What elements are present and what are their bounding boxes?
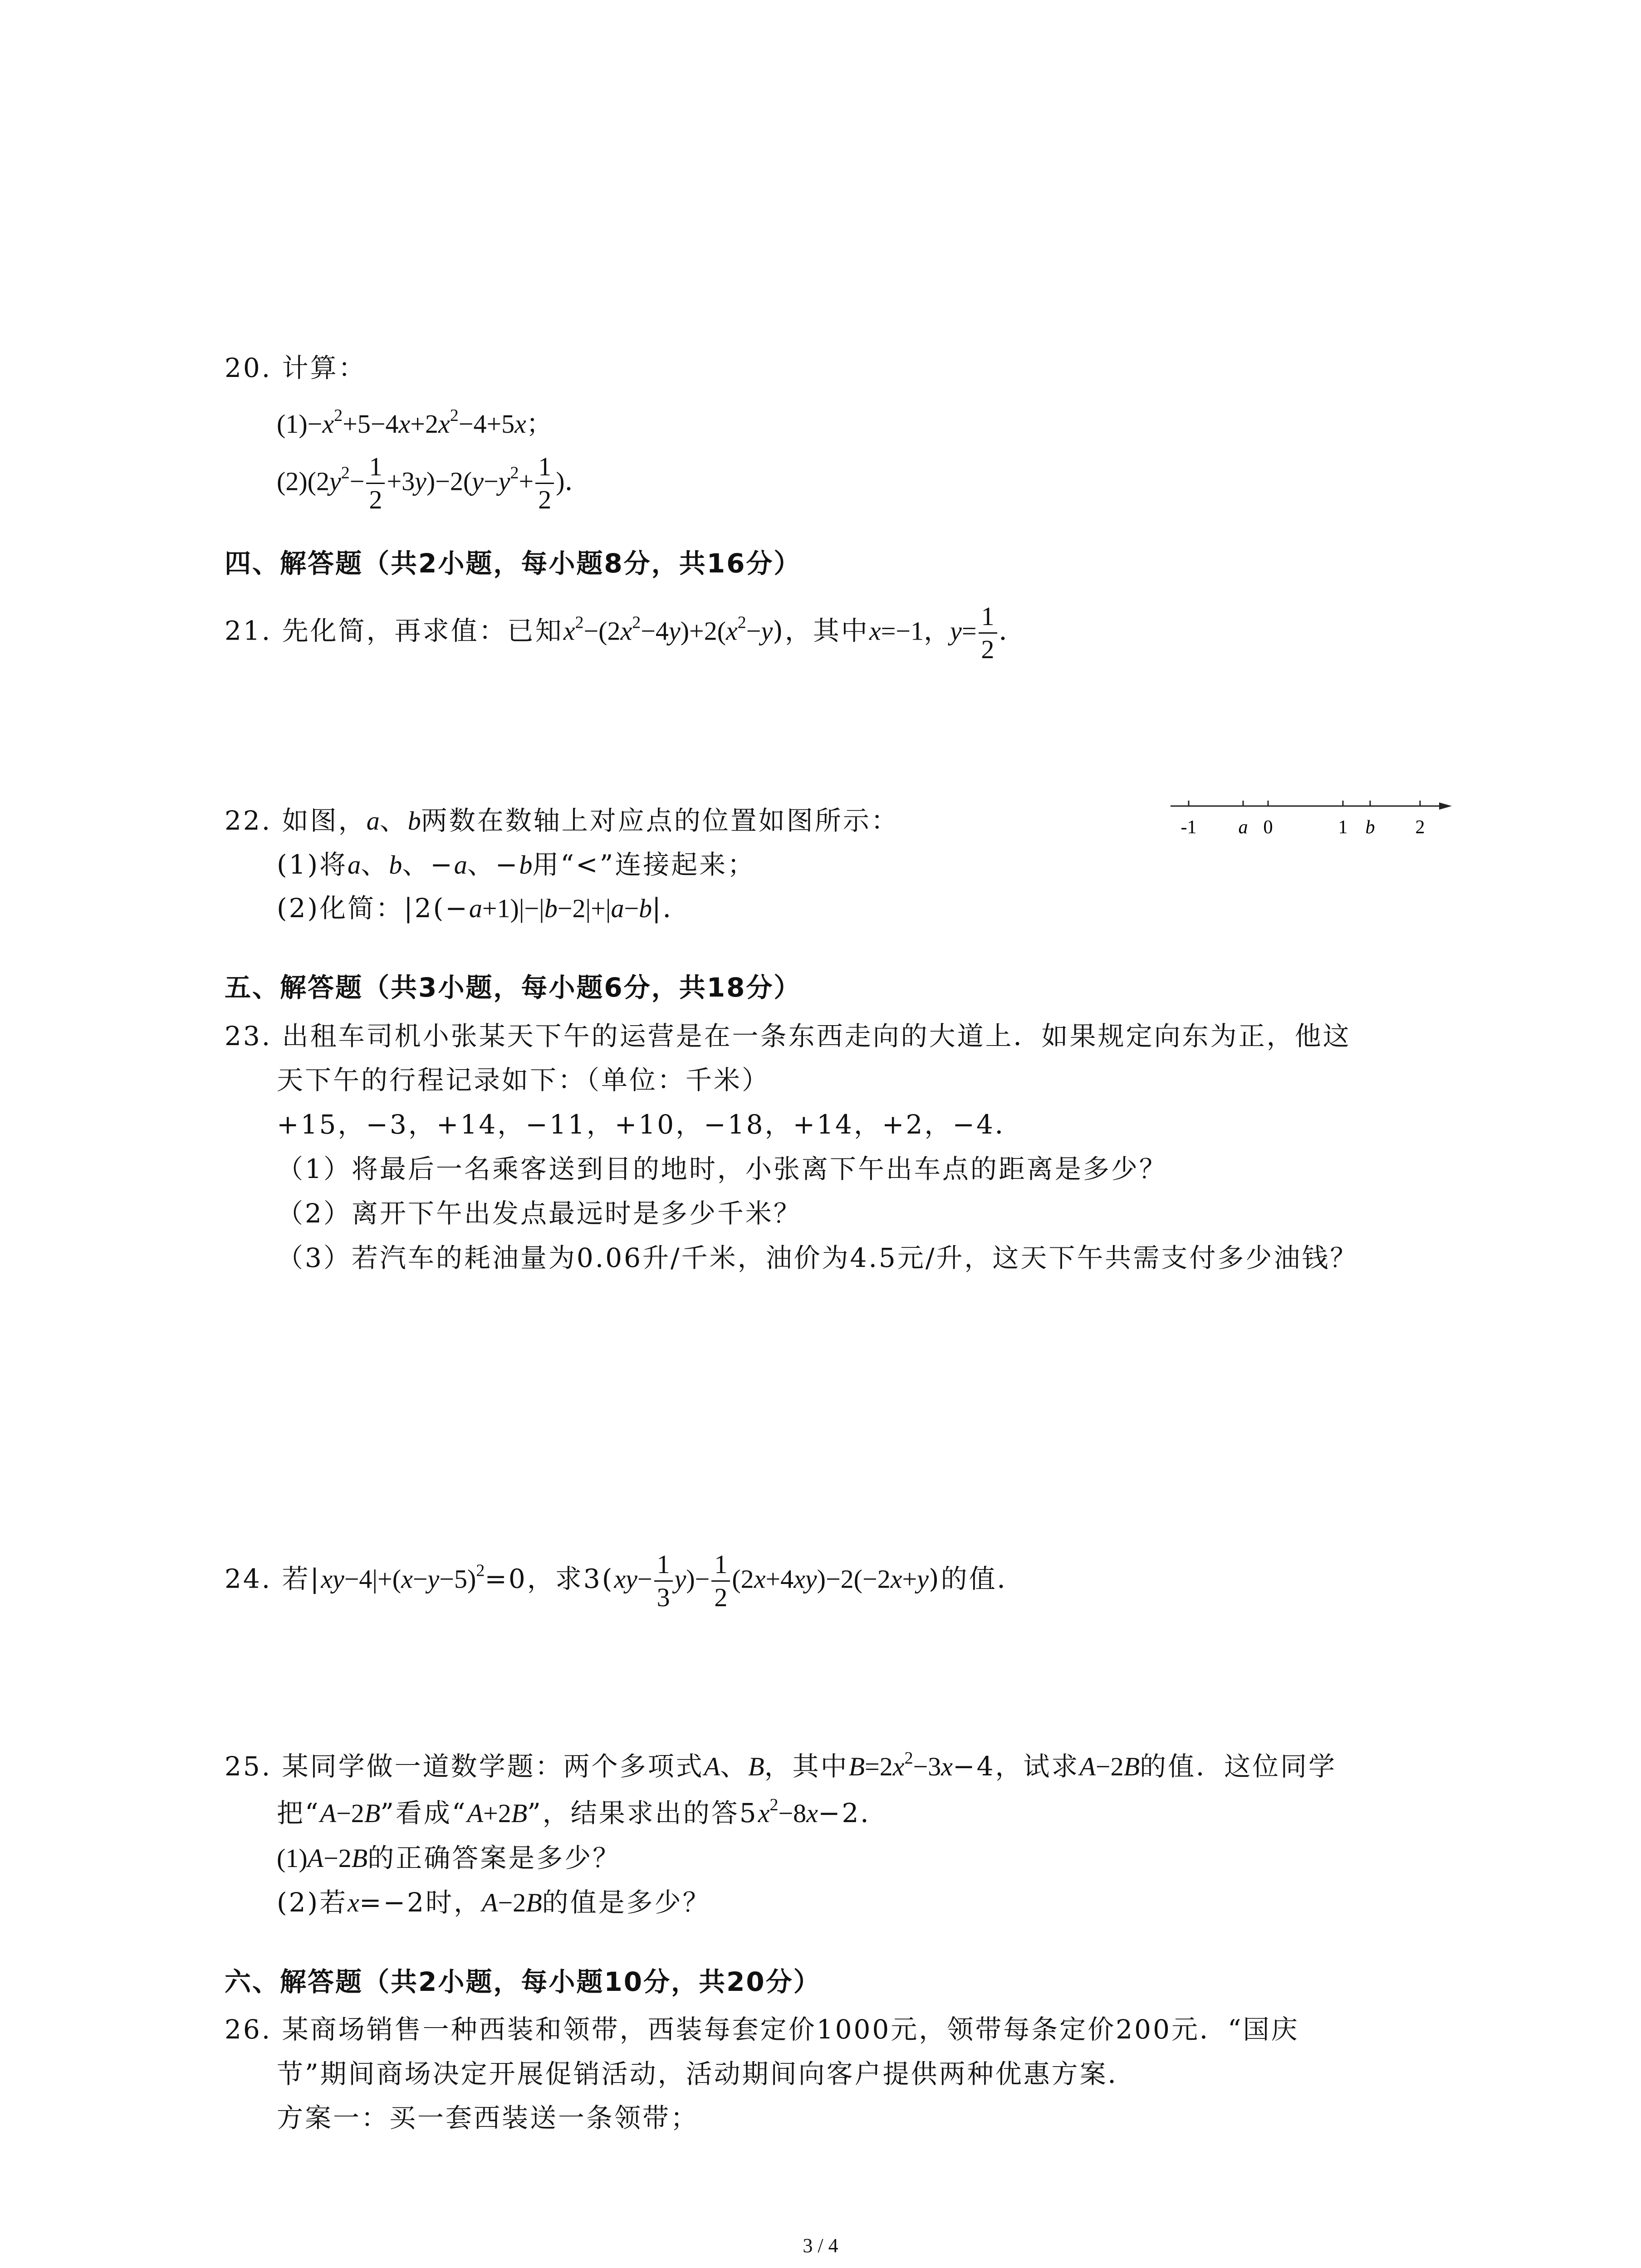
q25-part1: (1)A−2B的正确答案是多少？ [277, 1843, 621, 1873]
q22-line3: (2)化简：|2(−a+1)|−|b−2|+|a−b|． [277, 893, 691, 924]
q25-line1: 25. 某同学做一道数学题：两个多项式A、B，其中$B=2x^2-3x-4$，试求A−2B的值．这位同学 [225, 1749, 1337, 1782]
fraction: $\frac{1}{3}$ [654, 1551, 673, 1611]
label-a: a [1238, 817, 1248, 838]
q26-line1: 26. 某商场销售一种西装和领带，西装每套定价1000元，领带每条定价200元．“国庆 [225, 2014, 1299, 2045]
q22-line1: 22. 如图，a、b两数在数轴上对应点的位置如图所示： [225, 805, 899, 836]
label-1: 1 [1338, 817, 1348, 838]
q23-part3: （3）若汽车的耗油量为0.06升/千米，油价为4.5元/升，这天下午共需支付多少油钱？ [277, 1242, 1358, 1273]
q26-line2: 节”期间商场决定开展促销活动，活动期间向客户提供两种优惠方案． [277, 2058, 1136, 2089]
q25-part2: (2)若x=−2时，A−2B的值是多少？ [277, 1887, 711, 1918]
q23-part1: （1）将最后一名乘客送到目的地时，小张离下午出车点的距离是多少？ [277, 1154, 1167, 1184]
q25-line2: 把“A−2B”看成“A+2B”，结果求出的答$5x^2-8x-2$． [277, 1795, 889, 1828]
label-0: 0 [1263, 817, 1273, 838]
section-6-heading: 六、解答题（共2小题，每小题10分，共20分） [225, 1966, 821, 1997]
section-5-heading: 五、解答题（共3小题，每小题6分，共18分） [225, 972, 802, 1003]
q26-line3: 方案一：买一套西装送一条领带； [277, 2102, 699, 2133]
q24-text: 24. 若$|xy-4|+(x-y-5)^2=0$，求3(xy− $\frac{1}{3}$ y)− $\frac{1}{2}$ (2x+4xy)−2(−2x+y)的值． [225, 1549, 1025, 1612]
q22-line2: (1)将a、b、−a、−b用“<”连接起来； [277, 849, 756, 880]
number-line-figure [1161, 796, 1456, 846]
q23-trip-record: +15，−3，+14，−11，+10，−18，+14，+2，−4． [277, 1109, 1023, 1140]
section-4-heading: 四、解答题（共2小题，每小题8分，共16分） [225, 548, 802, 579]
fraction: $\frac{1}{2}$ [711, 1551, 730, 1611]
fraction: $\frac{1}{2}$ [535, 454, 554, 513]
q20-title: 20. 计算： [225, 352, 367, 383]
q23-part2: （2）离开下午出发点最远时是多少千米？ [277, 1198, 802, 1229]
label-b: b [1365, 817, 1375, 838]
q23-line1: 23. 出租车司机小张某天下午的运营是在一条东西走向的大道上．如果规定向东为正，他这 [225, 1021, 1351, 1051]
label-minus-1: -1 [1181, 817, 1197, 838]
fraction: $\frac{1}{2}$ [366, 454, 385, 513]
fraction: $\frac{1}{2}$ [979, 603, 997, 663]
q23-line2: 天下午的行程记录如下：（单位：千米） [277, 1065, 770, 1095]
q21-text: 21. 先化简，再求值：已知$x^2-(2x^2-4y)+2(x^2-y)$，其中x=−1，y= $\frac{1}{2}$ ． [225, 601, 1027, 664]
q20-part1: $(1)-x^2+5-4x+2x^2-4+5x$； [277, 406, 554, 439]
arrow-icon [1439, 802, 1452, 810]
label-2: 2 [1415, 817, 1425, 838]
q20-part2: $(2)(2y^2-$ $\frac{1}{2}$ $+3y)-2(y-y^2+$ $\frac{1}{2}$ )． [277, 452, 591, 514]
page-number: 3 / 4 [803, 2234, 838, 2257]
